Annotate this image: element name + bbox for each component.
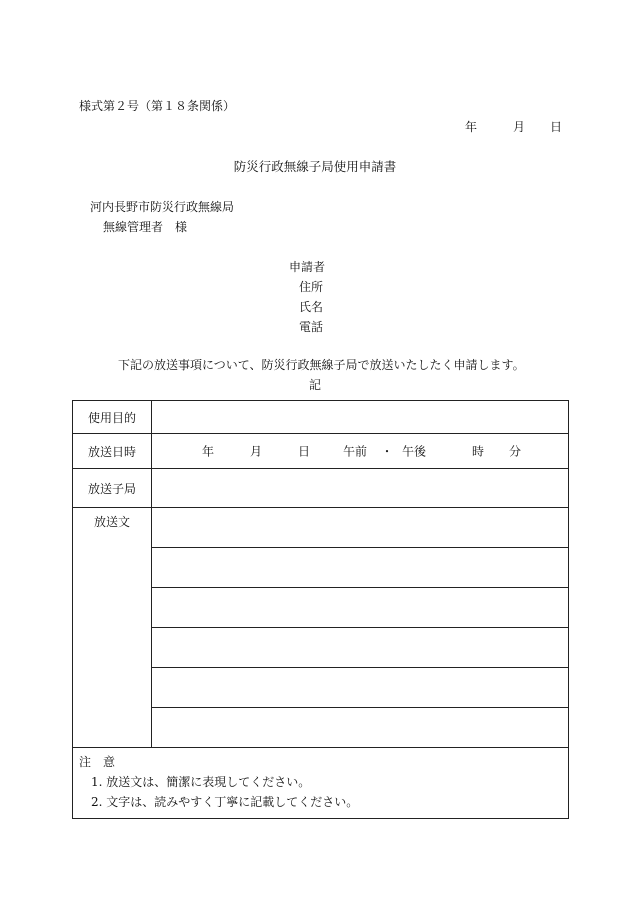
dt-month: 月 (250, 444, 263, 459)
station-label: 放送子局 (73, 469, 152, 508)
note-item: 2. 文字は、読みやすく丁寧に記載してください。 (91, 795, 359, 809)
applicant-address-label: 住所 (299, 280, 324, 294)
date-month-label: 月 (513, 120, 526, 134)
broadcast-text-line[interactable] (152, 708, 569, 748)
dt-separator: ・ (381, 444, 394, 459)
note-item: 1. 放送文は、簡潔に表現してください。 (91, 775, 311, 789)
date-year-label: 年 (465, 120, 478, 134)
dt-hour: 時 (472, 444, 485, 459)
dt-day: 日 (298, 444, 311, 459)
dt-minute: 分 (509, 444, 522, 459)
applicant-name-label: 氏名 (299, 300, 324, 314)
applicant-block (289, 257, 325, 337)
broadcast-text-line[interactable] (152, 628, 569, 668)
applicant-label: 申請者 (289, 260, 326, 274)
notes-heading: 注 意 (79, 755, 116, 769)
purpose-label: 使用目的 (73, 401, 152, 434)
dt-am: 午前 (343, 444, 368, 459)
date-day-label: 日 (550, 120, 563, 134)
broadcast-text-line[interactable] (152, 588, 569, 628)
purpose-field[interactable] (152, 401, 569, 434)
application-table (72, 400, 569, 819)
station-field[interactable] (152, 469, 569, 508)
request-statement: 下記の放送事項について、防災行政無線子局で放送いたしたく申請します。 (118, 358, 525, 372)
broadcast-text-label: 放送文 (73, 508, 152, 748)
datetime-label: 放送日時 (73, 434, 152, 469)
document-title: 防災行政無線子局使用申請書 (233, 159, 397, 174)
date-line (465, 118, 562, 135)
form-number: 様式第２号（第１８条関係） (79, 99, 236, 113)
addressee-organization: 河内長野市防災行政無線局 (90, 200, 235, 214)
dt-pm: 午後 (402, 444, 427, 459)
applicant-phone-label: 電話 (299, 320, 324, 334)
datetime-field[interactable] (152, 434, 569, 469)
dt-year: 年 (202, 444, 215, 459)
broadcast-text-line[interactable] (152, 508, 569, 548)
broadcast-text-line[interactable] (152, 668, 569, 708)
notes-section (73, 748, 569, 819)
broadcast-text-line[interactable] (152, 548, 569, 588)
ki-heading: 記 (308, 378, 321, 392)
addressee-recipient: 無線管理者 様 (103, 220, 188, 234)
